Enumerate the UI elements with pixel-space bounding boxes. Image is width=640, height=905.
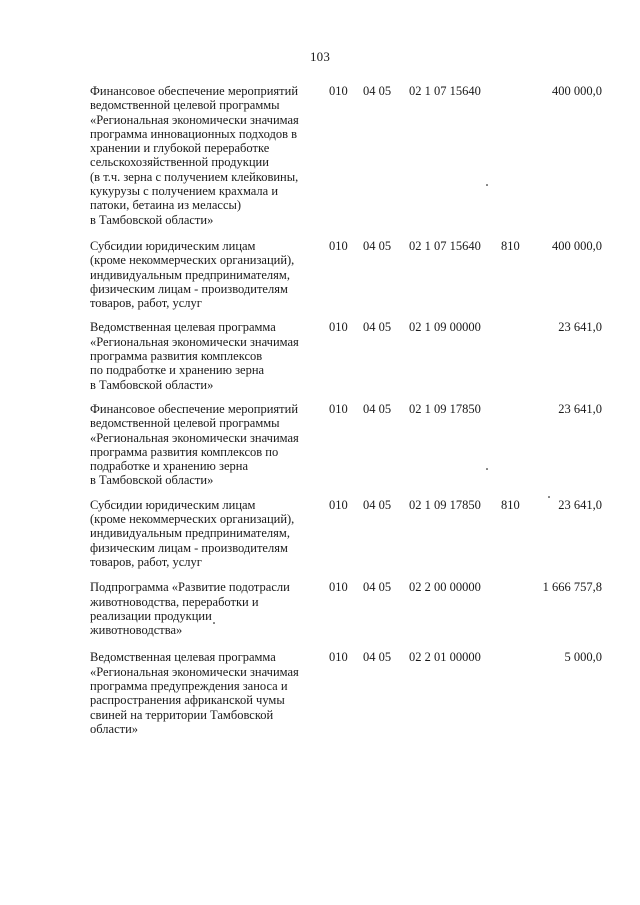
admin-code: 010 (329, 580, 348, 595)
table-row (90, 84, 610, 227)
amount: 23 641,0 (558, 320, 602, 335)
section-code: 04 05 (363, 650, 392, 665)
admin-code: 010 (329, 84, 348, 98)
section-code: 04 05 (363, 497, 392, 512)
admin-code: 010 (329, 497, 348, 512)
row-description: Подпрограмма «Развитие подотрасли животноводства, переработки и реализации продукции животноводства» (90, 580, 290, 638)
table-row (90, 580, 610, 637)
row-description: Финансовое обеспечение мероприятий ведомственной целевой программы «Региональная экономически значимая программа развития комплексов по подработке и хранению зерна в Тамбовской области» (90, 401, 299, 488)
table-row (90, 402, 610, 488)
target-code: 02 2 00 00000 (409, 580, 481, 595)
expense-type-code: 810 (501, 238, 520, 253)
target-code: 02 2 01 00000 (409, 650, 481, 665)
admin-code: 010 (329, 320, 348, 335)
target-code: 02 1 09 17850 (409, 497, 481, 512)
table-row (90, 320, 610, 391)
section-code: 04 05 (363, 84, 392, 98)
table-row (90, 498, 610, 569)
section-code: 04 05 (363, 320, 392, 335)
row-description: Ведомственная целевая программа «Региональная экономически значимая программа предупреждения заноса и распространения африканской чумы свиней на территории Тамбовской области» (90, 650, 299, 736)
table-row (90, 650, 610, 736)
amount: 400 000,0 (552, 238, 602, 253)
page-number: 103 (309, 49, 331, 64)
row-description: Ведомственная целевая программа «Региональная экономически значимая программа развития комплексов по подработке и хранению зерна в Тамбовской области» (90, 320, 299, 392)
section-code: 04 05 (363, 580, 392, 595)
amount: 400 000,0 (552, 84, 602, 98)
amount: 23 641,0 (558, 497, 602, 512)
target-code: 02 1 09 17850 (409, 401, 481, 416)
row-description: Субсидии юридическим лицам (кроме некоммерческих организаций), индивидуальным предпринимателям, физическим лицам - производителям товаров, работ, услуг (90, 238, 295, 311)
target-code: 02 1 07 15640 (409, 238, 481, 253)
row-description: Финансовое обеспечение мероприятий ведомственной целевой программы «Региональная экономически значимая программа инновационных подходов в хранении и глубокой переработке сельскохозяйственной продукции (в т.ч. зерна с получением клейковины, кукурузы с получением крахмала и патоки, бетаина из мелассы) в Тамбовской области» (90, 84, 299, 227)
amount: 5 000,0 (564, 650, 602, 665)
scan-speck (548, 496, 550, 498)
expense-type-code: 810 (501, 497, 520, 512)
scan-speck (213, 622, 215, 624)
scan-speck (486, 184, 488, 186)
admin-code: 010 (329, 401, 348, 416)
target-code: 02 1 09 00000 (409, 320, 481, 335)
row-description: Субсидии юридическим лицам (кроме некоммерческих организаций), индивидуальным предпринимателям, физическим лицам - производителям товаров, работ, услуг (90, 497, 295, 569)
admin-code: 010 (329, 650, 348, 665)
table-row (90, 239, 610, 310)
amount: 1 666 757,8 (542, 580, 602, 595)
target-code: 02 1 07 15640 (409, 84, 481, 98)
scan-speck (486, 468, 488, 470)
section-code: 04 05 (363, 401, 392, 416)
budget-table (90, 84, 610, 736)
amount: 23 641,0 (558, 401, 602, 416)
admin-code: 010 (329, 238, 348, 253)
section-code: 04 05 (363, 238, 392, 253)
